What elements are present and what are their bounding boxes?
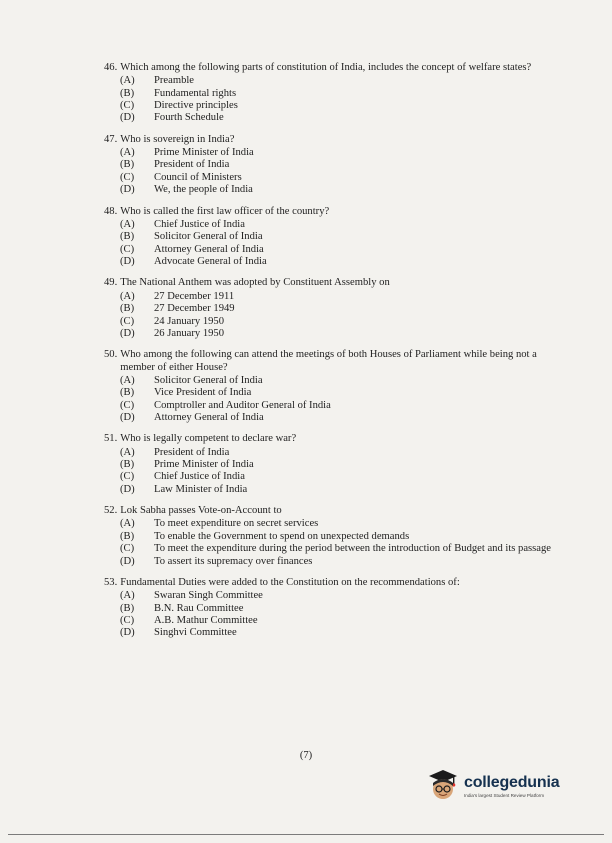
option-text: Vice President of India — [154, 387, 252, 399]
option-label: (D) — [120, 184, 135, 196]
question-text: The National Anthem was adopted by Constituent Assembly on — [120, 277, 390, 289]
option-text: Council of Ministers — [154, 171, 242, 183]
option-item — [120, 459, 574, 471]
option-text: To assert its supremacy over finances — [154, 555, 313, 567]
question-text: Who is sovereign in India? — [120, 133, 235, 145]
question-51 — [104, 433, 574, 496]
question-stem — [104, 505, 574, 517]
option-label: (B) — [120, 87, 135, 99]
question-stem — [104, 277, 574, 289]
option-label: (C) — [120, 315, 135, 327]
question-stem — [104, 433, 574, 445]
option-list — [120, 291, 574, 341]
option-item — [120, 471, 574, 483]
option-label: (C) — [120, 399, 135, 411]
question-number: 51. — [104, 433, 118, 445]
option-label: (C) — [120, 615, 135, 627]
option-text: To enable the Government to spend on unexpected demands — [154, 530, 410, 542]
option-label: (C) — [120, 471, 135, 483]
option-label: (D) — [120, 256, 135, 268]
question-49 — [104, 277, 574, 340]
option-text: Prime Minister of India — [154, 458, 254, 470]
option-text: Swaran Singh Committee — [154, 590, 263, 602]
option-text: We, the people of India — [154, 184, 253, 196]
logo-tagline: India's largest Student Review Platform — [464, 793, 545, 798]
option-text: To meet expenditure on secret services — [154, 518, 319, 530]
option-item — [120, 112, 574, 124]
option-text: Comptroller and Auditor General of India — [154, 399, 331, 411]
option-item — [120, 484, 574, 496]
footer-rule — [8, 834, 604, 835]
option-item — [120, 400, 574, 412]
option-label: (A) — [120, 374, 135, 386]
option-label: (C) — [120, 243, 135, 255]
question-text: Which among the following parts of constitution of India, includes the concept of welfare states? — [120, 62, 532, 73]
question-48 — [104, 206, 574, 269]
question-text: Fundamental Duties were added to the Constitution on the recommendations of: — [120, 577, 460, 588]
question-text: Lok Sabha passes Vote-on-Account to — [120, 505, 282, 517]
question-stem — [104, 206, 574, 218]
question-52 — [104, 505, 574, 568]
option-item — [120, 231, 574, 243]
option-text: Solicitor General of India — [154, 231, 263, 243]
option-text: President of India — [154, 159, 230, 171]
option-label: (B) — [120, 387, 135, 399]
option-label: (D) — [120, 483, 135, 495]
option-item — [120, 219, 574, 231]
option-item — [120, 316, 574, 328]
option-item — [120, 556, 574, 568]
option-text: Attorney General of India — [154, 411, 264, 423]
option-label: (C) — [120, 100, 135, 112]
option-list — [120, 219, 574, 269]
option-text: Solicitor General of India — [154, 374, 263, 386]
option-text: Chief Justice of India — [154, 471, 245, 483]
option-item — [120, 328, 574, 340]
option-label: (B) — [120, 231, 135, 243]
option-list — [120, 590, 574, 640]
option-item — [120, 303, 574, 315]
option-text: Preamble — [154, 75, 195, 87]
question-number: 49. — [104, 277, 118, 289]
option-text: 27 December 1911 — [154, 290, 235, 302]
option-item — [120, 603, 574, 615]
option-item — [120, 447, 574, 459]
option-text: Prime Minister of India — [154, 147, 254, 159]
option-item — [120, 256, 574, 268]
option-label: (A) — [120, 147, 135, 159]
question-list — [104, 62, 574, 649]
question-number: 50. — [104, 349, 118, 361]
option-item — [120, 147, 574, 159]
question-number: 48. — [104, 205, 118, 217]
option-list — [120, 147, 574, 197]
option-label: (B) — [120, 530, 135, 542]
option-list — [120, 518, 574, 568]
option-text: 27 December 1949 — [154, 303, 235, 315]
option-text: A.B. Mathur Committee — [154, 615, 258, 627]
question-stem — [104, 577, 574, 589]
option-text: President of India — [154, 446, 230, 458]
option-label: (A) — [120, 518, 135, 530]
page-number: (7) — [299, 750, 313, 761]
question-stem — [104, 134, 574, 146]
option-label: (A) — [120, 590, 135, 602]
option-label: (A) — [120, 75, 135, 87]
option-label: (C) — [120, 543, 135, 555]
option-text: Directive principles — [154, 100, 238, 112]
question-53 — [104, 577, 574, 640]
option-label: (B) — [120, 159, 135, 171]
option-text: Law Minister of India — [154, 483, 248, 495]
option-item — [120, 518, 574, 530]
logo-name: collegedunia — [464, 774, 560, 791]
option-item — [120, 184, 574, 196]
collegedunia-logo — [428, 764, 598, 808]
question-46 — [104, 62, 574, 125]
question-stem — [104, 349, 574, 373]
option-label: (B) — [120, 602, 135, 614]
option-label: (A) — [120, 446, 135, 458]
option-label: (B) — [120, 303, 135, 315]
question-number: 47. — [104, 133, 118, 145]
option-text: Advocate General of India — [154, 256, 267, 268]
option-text: 24 January 1950 — [154, 315, 225, 327]
option-text: Fundamental rights — [154, 87, 237, 99]
question-50 — [104, 349, 574, 424]
option-label: (D) — [120, 411, 135, 423]
option-text: B.N. Rau Committee — [154, 602, 244, 614]
question-text: Who is legally competent to declare war? — [120, 433, 297, 445]
question-number: 52. — [104, 505, 118, 517]
option-label: (D) — [120, 627, 135, 639]
option-item — [120, 159, 574, 171]
option-text: To meet the expenditure during the period between the introduction of Budget and its passage — [154, 543, 552, 555]
option-item — [120, 543, 574, 555]
option-item — [120, 375, 574, 387]
option-item — [120, 531, 574, 543]
option-item — [120, 88, 574, 100]
option-item — [120, 291, 574, 303]
option-item — [120, 615, 574, 627]
option-item — [120, 100, 574, 112]
option-label: (A) — [120, 290, 135, 302]
option-text: Fourth Schedule — [154, 112, 224, 124]
option-text: Singhvi Committee — [154, 627, 237, 639]
option-item — [120, 75, 574, 87]
question-stem — [104, 62, 574, 74]
question-number: 46. — [104, 62, 118, 73]
option-label: (D) — [120, 555, 135, 567]
option-item — [120, 627, 574, 639]
option-text: 26 January 1950 — [154, 327, 225, 339]
option-list — [120, 75, 574, 125]
option-label: (D) — [120, 327, 135, 339]
option-label: (D) — [120, 112, 135, 124]
option-item — [120, 590, 574, 602]
question-text: Who among the following can attend the meetings of both Houses of Parliament while being not a member of either House? — [120, 349, 537, 373]
question-47 — [104, 134, 574, 197]
option-text: Chief Justice of India — [154, 218, 245, 230]
question-number: 53. — [104, 577, 118, 588]
option-item — [120, 244, 574, 256]
option-list — [120, 447, 574, 497]
option-label: (A) — [120, 218, 135, 230]
option-label: (C) — [120, 171, 135, 183]
option-label: (B) — [120, 458, 135, 470]
option-item — [120, 172, 574, 184]
option-item — [120, 412, 574, 424]
option-item — [120, 387, 574, 399]
option-text: Attorney General of India — [154, 243, 264, 255]
graduate-mascot-icon — [428, 769, 458, 803]
option-list — [120, 375, 574, 425]
question-text: Who is called the first law officer of the country? — [120, 205, 330, 217]
